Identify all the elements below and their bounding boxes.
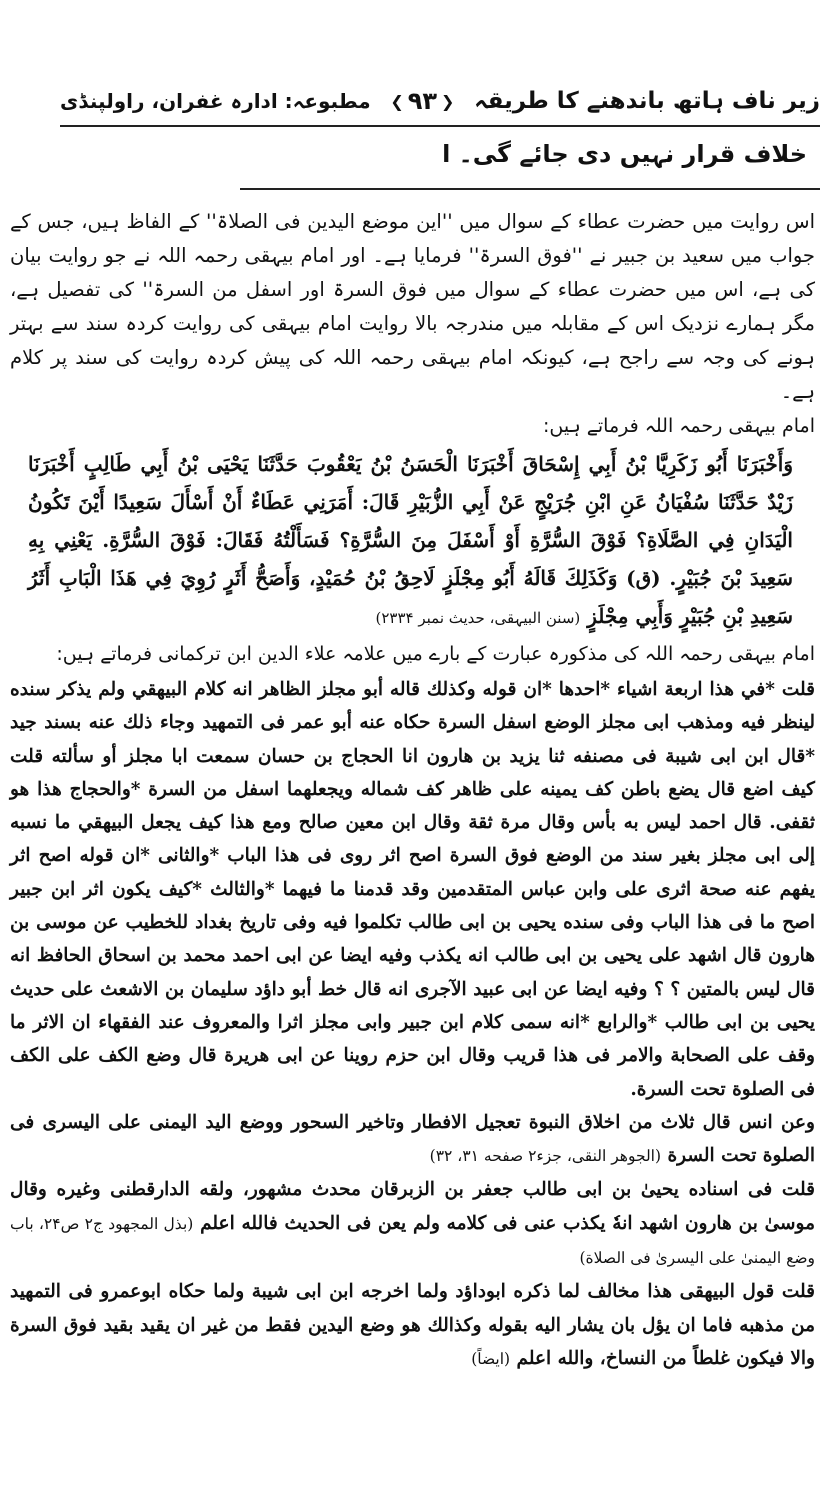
urdu-paragraph: اس روایت میں حضرت عطاء کے سوال میں ''این موضع الیدین فی الصلاۃ'' کے الفاظ ہیں، جس کے جواب میں سعید بن جبیر نے ''فوق السرۃ'' فرمایا ہے۔ اور امام بیہقی رحمہ اللہ نے جو روایت بیان کی ہے، اس میں حضرت عطاء کے سوال میں فوق السرۃ اور اسفل من السرۃ'' کی تفصیل ہے، مگر ہمارے نزدیک اس کے مقابلہ میں مندرجہ بالا روایت امام بیہقی کی روایت کردہ سند سے بہتر ہونے کی وجہ سے راجح ہے، کیونکہ امام بیہقی رحمہ اللہ کی پیش کردہ روایت کی سند پر کلام ہے۔ (10, 210, 815, 403)
commentary-2-reference: (الجوهر النقى، جزء۲ صفحه ۳۱، ۳۲) (429, 1147, 662, 1166)
running-title: زیر ناف ہاتھ باندھنے کا طریقہ (474, 88, 820, 114)
commentary-4-reference: (ايضاً) (471, 1349, 511, 1368)
commentary-paragraph-2 (10, 1106, 815, 1174)
publisher-line: مطبوعہ: ادارہ غفران، راولپنڈی (60, 89, 371, 113)
commentary-paragraph-1: قلت *في هذا اربعة اشياء *احدها *ان قوله وكذلك قاله أبو مجلز الظاهر انه كلام البيهقي ولم يذكر سنده لينظر فيه ومذهب ابى مجلز الوضع اسفل السرة حكاه عنه أبو عمر فى التمهيد وجاء ذلك عنه بسند جيد *قال ابن ابى شيبة فى مصنفه ثنا يزيد بن هارون انا الحجاج بن حسان سمعت ابا مجلز أو سألته قلت كيف اضع قال يضع باطن كف يمينه على ظاهر كف شماله ويجعلهما اسفل من السرة *والحجاج هذا هو ثقفى. قال احمد ليس به بأس وقال مرة ثقة وقال ابن معين صالح ومع هذا كيف يجعل البيهقي ما نسبه إلى ابى مجلز بغير سند من الوضع فوق السرة اصح اثر روى فى هذا الباب *والثانى *ان قوله اصح اثر يفهم عنه صحة اثرى على وابن عباس المتقدمين وقد قدمنا ما فيهما *والثالث *كيف يكون اثر ابن جبير اصح ما فى هذا الباب وفى سنده يحيى بن ابى طالب تكلموا فيه وفى تاريخ بغداد للخطيب عن موسى بن هارون قال اشهد على يحيى بن ابى طالب انه يكذب وفيه ايضا عن ابى احمد محمد بن اسحاق الحافظ انه قال ليس بالمتين ؟ ؟ وفيه ايضا عن ابى عبيد الآجرى انه قال خط أبو داؤد سليمان بن الاشعث على حديث يحيى بن ابى طالب *والرابع *انه سمى كلام ابن جبير وابى مجلز اثرا والمعروف عند الفقهاء ان الاثر ما وقف على الصحابة والامر فى هذا قريب وقال ابن حزم روينا عن ابى هريرة قال وضع الكف على الكف فى الصلوة تحت السرة. (10, 679, 815, 1100)
ornament-right-icon: ❯ (390, 91, 404, 111)
footnote-closing-line: خلاف قرار نہیں دی جائے گی۔ ا (442, 140, 807, 168)
commentary-3-text: قلت فى اسناده يحيىٰ بن ابى طالب جعفر بن الزبرقان محدث مشهور، ولقه الدارقطنى وغيره وقال موسىٰ بن هارون اشهد انهٗ يكذب عنى فى كلامه ولم يعن فى الحديث فالله اعلم (10, 1179, 816, 1234)
page-number: ۹۳ (407, 87, 438, 115)
commentary-2-text: وعن انس قال ثلاث من اخلاق النبوة تعجيل الافطار وتاخير السحور ووضع اليد اليمنى على اليسرى فى الصلوة تحت السرة (10, 1111, 815, 1167)
ornament-left-icon: ❮ (441, 91, 455, 111)
main-text (10, 205, 815, 1376)
turkmani-intro: امام بیہقی رحمہ اللہ کی مذکورہ عبارت کے بارے میں علامہ علاء الدین ابن ترکمانی فرماتے ہیں: (56, 643, 815, 665)
arabic-narration-block (28, 445, 793, 637)
page-number-ornament (390, 87, 454, 115)
arabic-narration (28, 445, 793, 637)
header-rule (60, 125, 820, 127)
arabic-citation: (سنن البیہقی، حدیث نمبر ۲۳۳۴) (375, 609, 581, 627)
commentary-4-text: قلت قول البيهقى هذا مخالف لما ذكره ابوداؤد ولما اخرجه ابن ابى شيبة ولما حكاه ابوعمرو فى التمهيد من مذهبه فاما ان يؤل بان يشار اليه بقوله وكذالك هو وضع اليدين فقط من غير ان يقيد بقيد فوق السرة والا فيكون غلطاً من النساخ، والله اعلم (10, 1281, 815, 1369)
arabic-commentary (10, 673, 815, 1376)
arabic-narration-text: وَأَخْبَرَنَا أَبُو زَكَرِيَّا بْنُ أَبِي إِسْحَاقَ أَخْبَرَنَا الْحَسَنُ بْنُ يَعْقُوبَ حَدَّثَنَا يَحْيَى بْنُ أَبِي طَالِبٍ أَخْبَرَنَا زَيْدٌ حَدَّثَنَا سُفْيَانُ عَنِ ابْنِ جُرَيْجٍ عَنْ أَبِي الزُّبَيْرِ قَالَ: أَمَرَنِي عَطَاءٌ أَنْ أَسْأَلَ سَعِيدًا أَيْنَ تَكُونُ الْيَدَانِ فِي الصَّلَاةِ؟ فَوْقَ السُّرَّةِ أَوْ أَسْفَلَ مِنَ السُّرَّةِ؟ فَسَأَلْتُهُ فَقَالَ: فَوْقَ السُّرَّةِ. يَعْنِي بِهِ سَعِيدَ بْنَ جُبَيْرٍ. (ق) وَكَذَلِكَ قَالَهُ أَبُو مِجْلَزٍ لَاحِقُ بْنُ حُمَيْدٍ، وَأَصَحُّ أَثَرٍ رُوِيَ فِي هَذَا الْبَابِ أَثَرُ سَعِيدِ بْنِ جُبَيْرٍ وَأَبِي مِجْلَزٍ (28, 452, 793, 628)
commentary-paragraph-4 (10, 1275, 815, 1376)
commentary-paragraph-3 (10, 1173, 815, 1275)
footnote-separator (240, 188, 820, 190)
commentary-3-reference: (بذل المجهود ج۲ ص۲۴، باب وضع اليمنىٰ على اليسرىٰ فى الصلاة) (10, 1214, 815, 1268)
page-header (60, 78, 820, 124)
bayhaqi-intro: امام بیہقی رحمہ اللہ فرماتے ہیں: (542, 415, 815, 437)
